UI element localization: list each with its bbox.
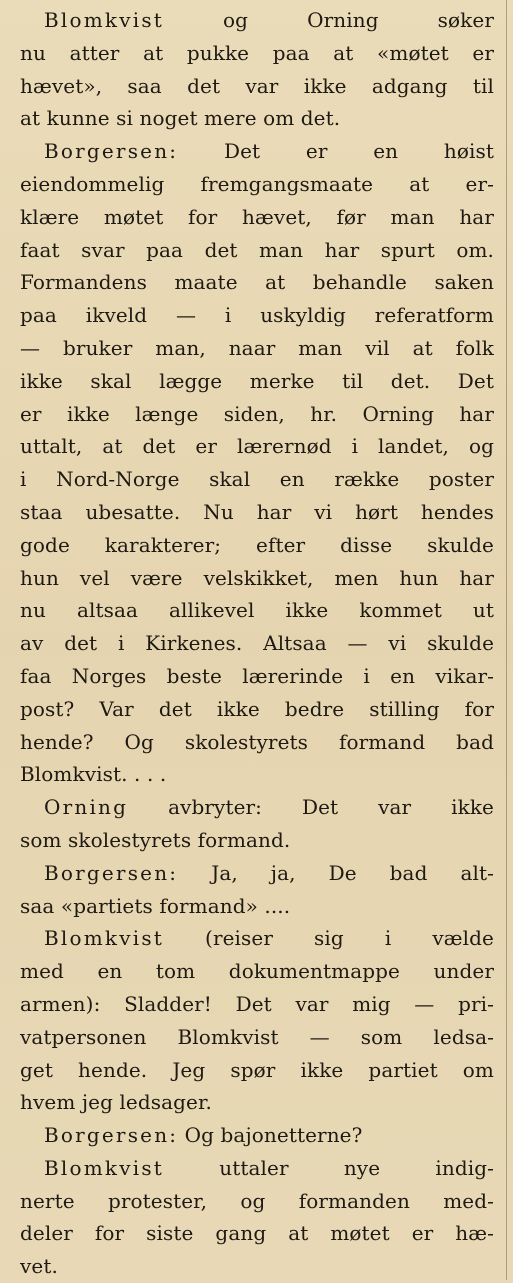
article-line xyxy=(20,201,494,234)
speaker-name: Blomkvist xyxy=(44,926,165,951)
line-text: — bruker man, naar man vil at folk xyxy=(20,335,494,360)
article-line xyxy=(20,365,494,398)
speaker-name: Blomkvist xyxy=(44,1155,165,1180)
article-line xyxy=(20,824,494,857)
line-text: paa ikveld — i uskyldig referatform xyxy=(20,303,494,328)
line-text: med en tom dokumentmappe under xyxy=(20,959,494,984)
article-line xyxy=(20,922,494,955)
article-line xyxy=(20,1217,494,1250)
line-text: Ja, ja, De bad alt- xyxy=(178,860,494,885)
line-text: armen): Sladder! Det var mig — pri- xyxy=(20,991,494,1016)
line-text: er ikke længe siden, hr. Orning har xyxy=(20,401,494,426)
speaker-name: Borgersen: xyxy=(44,139,179,164)
line-text: i Nord-Norge skal en række poster xyxy=(20,467,494,492)
speaker-name: Borgersen: xyxy=(44,860,179,885)
line-text: vet. xyxy=(20,1254,58,1279)
line-text: nu atter at pukke paa at «møtet er xyxy=(20,40,494,65)
line-text: vatpersonen Blomkvist — som ledsa- xyxy=(20,1024,494,1049)
article-line xyxy=(20,463,494,496)
speaker-name: Orning xyxy=(44,795,129,820)
line-text: avbryter: Det var ikke xyxy=(128,795,494,820)
article-line xyxy=(20,955,494,988)
line-text: ikke skal lægge merke til det. Det xyxy=(20,368,494,393)
article-line xyxy=(20,1119,494,1152)
article-line xyxy=(20,234,494,267)
article-line xyxy=(20,594,494,627)
line-text: eiendommelig fremgangsmaate at er- xyxy=(20,171,494,196)
line-text: hun vel være velskikket, men hun har xyxy=(20,565,494,590)
article-line xyxy=(20,1152,494,1185)
article-line xyxy=(20,332,494,365)
line-text: klære møtet for hævet, før man har xyxy=(20,204,494,229)
article-line xyxy=(20,1250,494,1283)
article-line xyxy=(20,890,494,923)
line-text: hvem jeg ledsager. xyxy=(20,1090,212,1115)
line-text: uttalt, at det er lærernød i landet, og xyxy=(20,434,494,459)
line-text: Formandens maate at behandle saken xyxy=(20,270,494,295)
speaker-name: Borgersen: xyxy=(44,1123,179,1148)
column-rule xyxy=(506,0,507,1280)
article-line xyxy=(20,988,494,1021)
article-line xyxy=(20,1054,494,1087)
article-column xyxy=(20,4,494,1283)
line-text: Blomkvist. . . . xyxy=(20,762,167,787)
line-text: post? Var det ikke bedre stilling for xyxy=(20,696,494,721)
line-text: nu altsaa allikevel ikke kommet ut xyxy=(20,598,494,623)
line-text: Og bajonetterne? xyxy=(178,1123,363,1148)
article-line xyxy=(20,102,494,135)
article-line xyxy=(20,299,494,332)
article-line xyxy=(20,398,494,431)
line-text: faat svar paa det man har spurt om. xyxy=(20,237,494,262)
line-text: at kunne si noget mere om det. xyxy=(20,106,341,131)
article-line xyxy=(20,168,494,201)
line-text: deler for siste gang at møtet er hæ- xyxy=(20,1221,494,1246)
line-text: nerte protester, og formanden med- xyxy=(20,1188,494,1213)
article-line xyxy=(20,693,494,726)
article-line xyxy=(20,70,494,103)
article-line xyxy=(20,562,494,595)
article-line xyxy=(20,4,494,37)
article-line xyxy=(20,857,494,890)
article-line xyxy=(20,1021,494,1054)
article-line xyxy=(20,791,494,824)
line-text: faa Norges beste lærerinde i en vikar- xyxy=(20,663,494,688)
article-line xyxy=(20,135,494,168)
line-text: staa ubesatte. Nu har vi hørt hendes xyxy=(20,499,494,524)
article-line xyxy=(20,758,494,791)
article-line xyxy=(20,529,494,562)
line-text: Det er en høist xyxy=(178,139,494,164)
article-line xyxy=(20,496,494,529)
article-line xyxy=(20,37,494,70)
line-text: som skolestyrets formand. xyxy=(20,827,291,852)
article-line xyxy=(20,266,494,299)
line-text: hævet», saa det var ikke adgang til xyxy=(20,73,494,98)
line-text: saa «partiets formand» .... xyxy=(20,893,291,918)
line-text: uttaler nye indig- xyxy=(164,1155,494,1180)
line-text: av det i Kirkenes. Altsaa — vi skulde xyxy=(20,631,494,656)
article-line xyxy=(20,726,494,759)
article-line xyxy=(20,660,494,693)
article-line xyxy=(20,430,494,463)
line-text: get hende. Jeg spør ikke partiet om xyxy=(20,1057,494,1082)
article-line xyxy=(20,1185,494,1218)
line-text: gode karakterer; efter disse skulde xyxy=(20,532,494,557)
speaker-name: Blomkvist xyxy=(44,8,165,32)
line-text: og Orning søker xyxy=(164,8,494,32)
article-line xyxy=(20,627,494,660)
line-text: hende? Og skolestyrets formand bad xyxy=(20,729,494,754)
article-line xyxy=(20,1086,494,1119)
line-text: (reiser sig i vælde xyxy=(164,926,494,951)
